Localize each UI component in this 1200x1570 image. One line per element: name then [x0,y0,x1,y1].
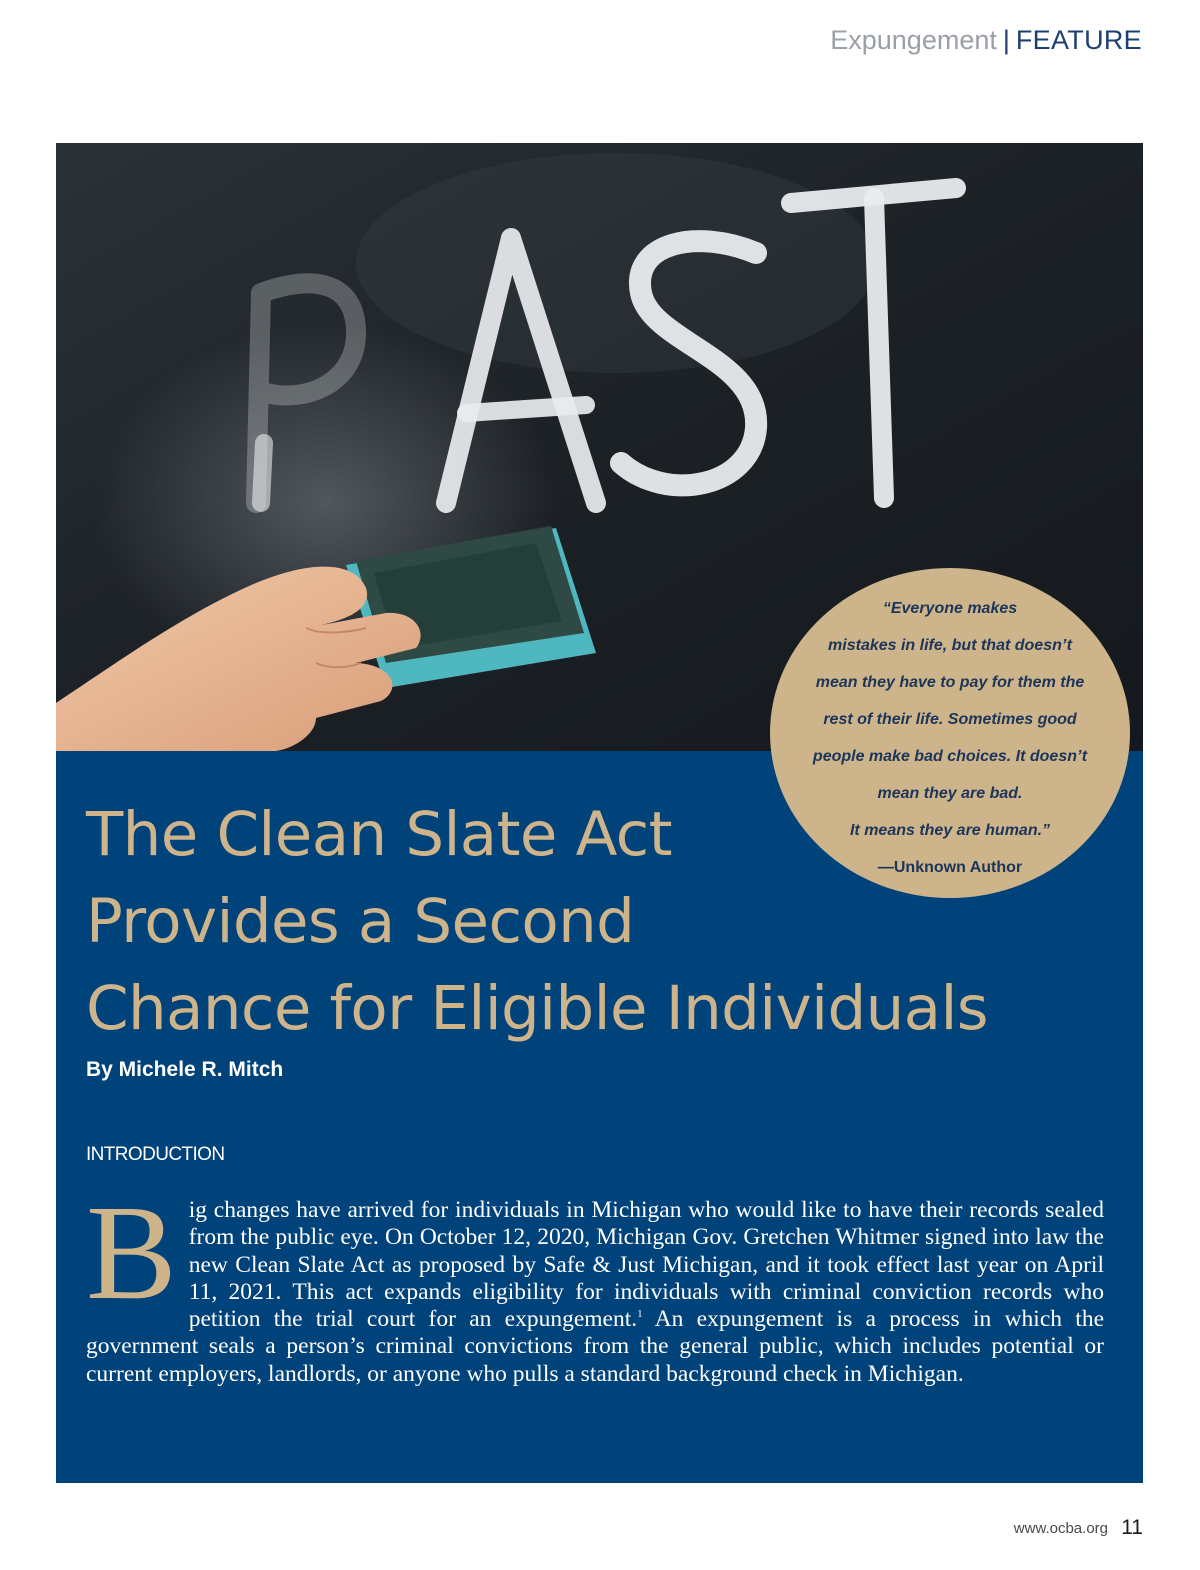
pull-quote-circle [770,568,1130,898]
section-label: Expungement [830,25,997,55]
pull-quote-text [770,590,1130,886]
footnote-ref[interactable]: 1 [637,1308,643,1321]
headline-line: Provides a Second [86,886,635,957]
byline: By Michele R. Mitch [86,1058,284,1081]
section-heading: INTRODUCTION [86,1144,225,1165]
running-head-separator: | [1002,25,1010,55]
headline-line: Chance for Eligible Individuals [86,973,988,1044]
quote-line: rest of their life. Sometimes good [823,711,1077,728]
body-text-continued: An expungement is a process in which the government seals a person’s criminal convictions from the general public, which includes potential or current employers, landlords, or anyone who pulls a standard background check in Michigan. [86,1306,1104,1387]
feature-label: FEATURE [1015,25,1142,55]
quote-line: mistakes in life, but that doesn’t [828,637,1072,654]
running-head [830,22,1142,58]
body-text: ig changes have arrived for individuals in Michigan who would like to have their records sealed from the public eye. On October 12, 2020, Michigan Gov. Gretchen Whitmer signed into law the new Clean Slate Act as proposed by Safe & Just Michigan, and it took effect last year on April 11, 2021. This act expands eligibility for individuals with criminal conviction records who petition the trial court for an expungement. [188,1197,1104,1333]
quote-attribution: —Unknown Author [877,859,1023,876]
drop-cap: B [86,1178,177,1328]
quote-line: mean they have to pay for them the [815,674,1085,691]
quote-line: mean they are bad. [877,785,1023,802]
headline-line: The Clean Slate Act [86,799,672,870]
body-paragraph [86,1178,1104,1388]
page-number: 11 [1121,1516,1143,1539]
quote-line: people make bad choices. It doesn’t [812,748,1088,765]
quote-line: “Everyone makes [882,600,1018,617]
footer-url[interactable]: www.ocba.org [1013,1520,1108,1537]
quote-line: It means they are human.” [849,822,1051,839]
